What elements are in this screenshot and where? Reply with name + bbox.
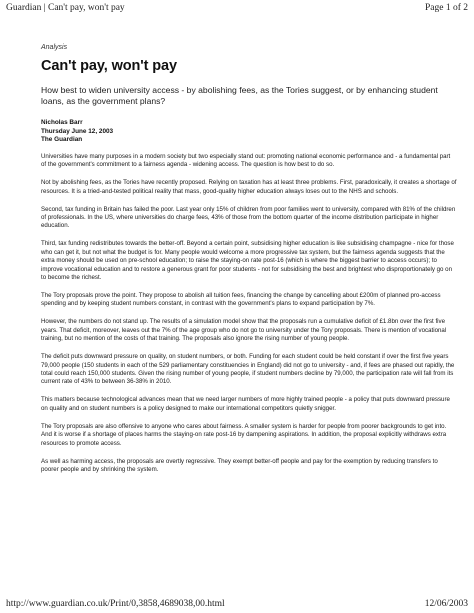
article-paragraph: Second, tax funding in Britain has failed the poor. Last year only 15% of children from poor families went to university, compared with 81% of the children of professionals. In the US, where universities do charge fees, 43% of those from the bottom quarter of the income distribution participate in higher education.	[41, 205, 456, 230]
article-paragraph: Third, tax funding redistributes towards the better-off. Beyond a certain point, subsidising higher education is like subsidising champagne - nice for those who can get it, but not what the budget is for. Many people would welcome a more progressive tax system, but the fairness agenda suggests that the extra money should be used on pre-school education; to raise the staying-on rate post-16 (which is where the biggest barrier to access occurs); to improve vocational education and to restore a generous grant for poor students - not for subsidising the best and brightest who disproportionately go on to become the richest.	[41, 240, 454, 282]
article-paragraph: Not by abolishing fees, as the Tories have recently proposed. Relying on taxation has at least three problems. First, paradoxically, it creates a shortage of resources. It is a tried-and-tested political reality that mass, good-quality higher education always loses out to the NHS and schools.	[41, 179, 457, 195]
author-name: Nicholas Barr	[41, 119, 83, 126]
page-url: http://www.guardian.co.uk/Print/0,3858,4689038,00.html	[6, 599, 225, 609]
article-paragraph: Universities have many purposes in a modern society but two especially stand out: promoting national economic performance and - a fundamental part of the government's commitment to a fairness agenda - widening access. The question is how best to do so.	[41, 152, 451, 169]
article-paragraph: The Tory proposals are also offensive to anyone who cares about fairness. A smaller system is harder for people from poorer backgrounds to get into. And it is worse if a shortage of places harms the staying-on rate post-16 by dampening aspirations. In addition, the proposal explicitly withdraws extra resources to promote access.	[41, 422, 447, 447]
article-paragraph: This matters because technological advances mean that we need larger numbers of more highly trained people - a policy that puts downward pressure on quality and on student numbers is a policy designed to make our international competitors quietly snigger.	[41, 396, 450, 412]
byline	[41, 119, 457, 145]
article-title: Can't pay, won't pay	[41, 58, 177, 74]
publication-name: The Guardian	[41, 136, 83, 144]
print-date: 12/06/2003	[424, 599, 468, 609]
article-standfirst: How best to widen university access - by abolishing fees, as the Tories suggest, or by enhancing student loans, as the government plans?	[41, 85, 438, 106]
article-paragraph: The Tory proposals prove the point. They propose to abolish all tuition fees, financing the change by cancelling about £200m of planned pro-access spending and by keeping student numbers constant, in contrast with the government's plans to expand participation by 7%.	[41, 292, 441, 308]
article	[41, 44, 457, 484]
publish-date: Thursday June 12, 2003	[41, 127, 114, 135]
browser-print-header-title: Guardian | Can't pay, won't pay	[6, 3, 125, 13]
section-label: Analysis	[41, 44, 68, 51]
page-number: Page 1 of 2	[424, 3, 468, 13]
article-paragraph: As well as harming access, the proposals are overtly regressive. They exempt better-off people and pay for the exemption by reducing transfers to poorer people and by shrinking the system.	[41, 457, 438, 474]
article-paragraph: However, the numbers do not stand up. The results of a simulation model show that the proposals run a cumulative deficit of £1.8bn over the first five years. That deficit, moreover, leaves out the 7% of the age group who do not go to university under the Tory proposals. There is mention of vocational training, but no mention of the costs of that training. The proposals also ignore the rising number of young people.	[41, 318, 447, 343]
article-paragraph: The deficit puts downward pressure on quality, on student numbers, or both. Funding for each student could be held constant if over the first five years 79,000 people (150 students in each of the 529 parliamentary constituencies in England) did not go to university - and, if fees are phased out rapidly, the total could reach 150,000 students. Given the rising number of young people, if student numbers decline by 79,000, the participation rate will fall from its current rate of 43% to between 36-38% in 2010.	[41, 353, 455, 386]
